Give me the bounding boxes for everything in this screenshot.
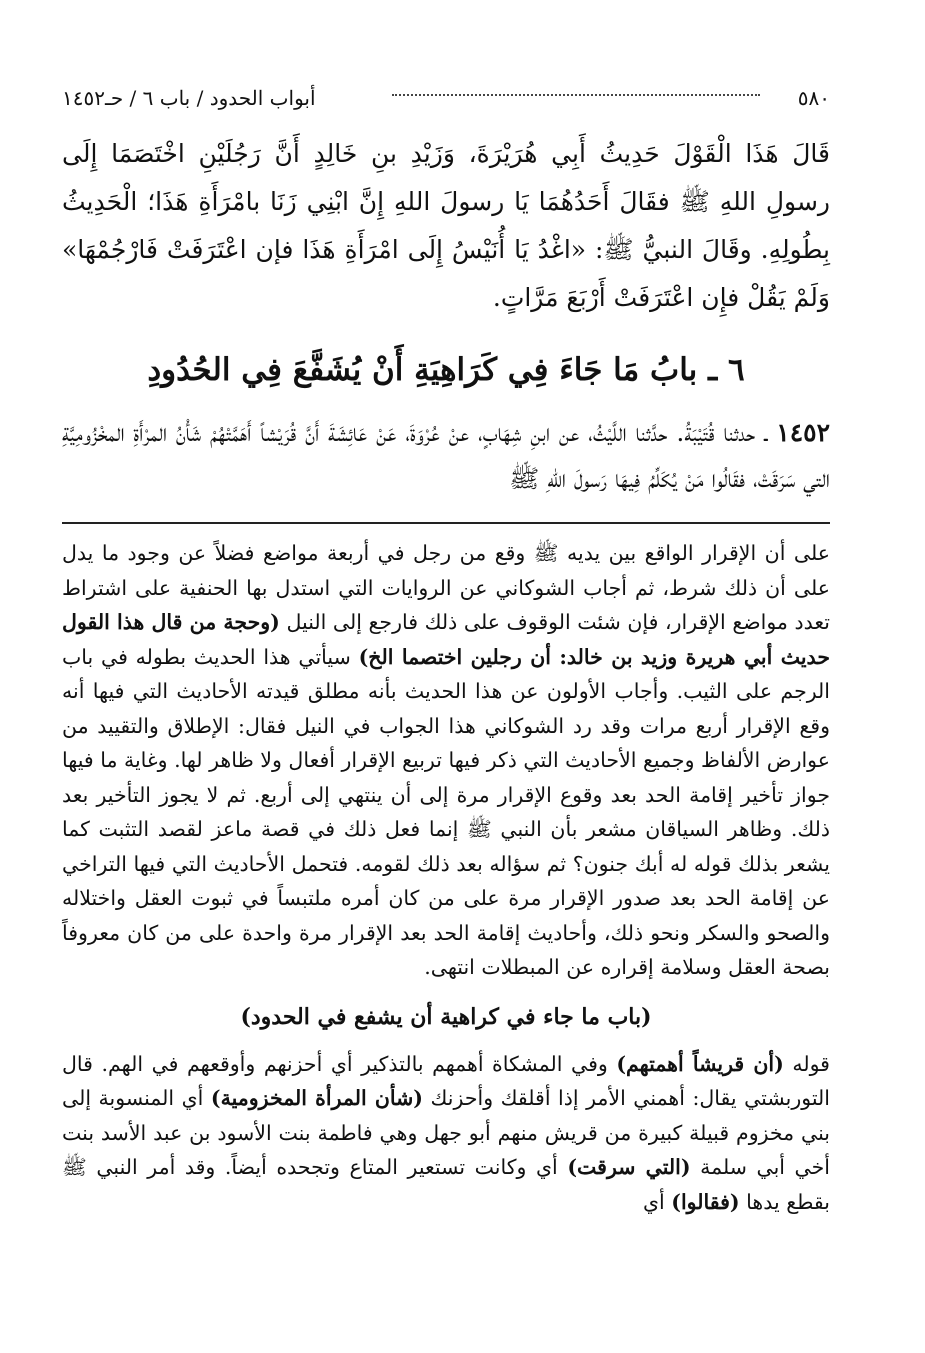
running-title: أبواب الحدود / باب ٦ / حـ١٤٥٢ (62, 86, 316, 110)
commentary-section-title: (باب ما جاء في كراهية أن يشفع في الحدود) (240, 1003, 652, 1030)
chapter-title: ٦ ـ بابُ مَا جَاءَ فِي كَرَاهِيَةِ أَنْ يُشَفَّعَ فِي الحُدُودِ (147, 352, 745, 388)
commentary-paragraph-2 (62, 1047, 830, 1220)
commentary-bold-quote: (فقالوا) (671, 1189, 740, 1214)
page-number: ٥٨٠ (797, 86, 830, 110)
matn-text: قَالَ هَذَا الْقَوْلَ حَدِيثُ أَبِي هُرَيْرَةَ، وَزَيْدِ بنِ خَالِدٍ أَنَّ رَجُلَيْنِ اخْتَصَمَا إِلَى رسولِ اللهِ ﷺ فقَالَ أَحَدُهُمَا يَا رسولَ اللهِ إِنَّ ابْنِي زَنَا بامْرَأَةِ هَذَا؛ الْحَدِيثُ بِطُولِهِ. وقَالَ النبيُّ ﷺ: «اغْدُ يَا أُنَيْسُ إِلَى امْرَأَةِ هَذَا فإن اعْتَرَفَتْ فَارْجُمْهَا» وَلَمْ يَقُلْ فإِن اعْتَرَفَتْ أَرْبَعَ مَرَّاتٍ. (62, 139, 830, 312)
hadith-text: ـ حدثنا قُتَيْبَةُ. حدَّثنا اللَّيْثُ، عن ابنِ شِهَابٍ، عنْ عُرْوَةَ، عَنْ عَائِشَةَ أَنَّ قُرَيْشاً أَهَمَّتْهُمْ شَأْنُ المرْأَةِ المخْزُومِيَّةِ التي سَرَقَتْ، فقَالُوا مَنْ يُكَلِّمُ فِيهَا رَسولَ اللهِ ﷺ (62, 418, 830, 493)
commentary-text: وفي المشكاة أهمهم بالتذكير أي أحزنهم وأوقعهم في الهم. قال التوربشتي يقال: أهمني الأمر إذا أقلقك وأحزنك (62, 1051, 830, 1110)
book-page (62, 80, 830, 1219)
hadith-number: ١٤٥٢ (776, 418, 830, 447)
commentary-bold-quote: (التي سرقت) (567, 1155, 691, 1179)
footnote-separator (62, 522, 830, 524)
commentary-text: أي وكانت تستعير المتاع وتجحده أيضاً. وقد أمر النبي ﷺ بقطع يدها (62, 1155, 830, 1214)
running-header (62, 80, 830, 120)
commentary-text: سيأتي هذا الحديث بطوله في باب الرجم على الثيب. وأجاب الأولون عن هذا الحديث بأنه مطلق قيدته الأحاديث التي فيها أنه وقع الإقرار أربع مرات وقد رد الشوكاني هذا الجواب في النيل فقال: الإطلاق والتقييد من عوارض الألفاظ وجميع الأحاديث التي ذكر فيها تربيع الإقرار أفعال ولا ظاهر لها. وغاية ما فيها جواز تأخير إقامة الحد بعد وقوع الإقرار مرة إلى أن ينتهي إلى أربع. ثم لا يجوز التأخير بعد ذلك. وظاهر السياقان مشعر بأن النبي ﷺ إنما فعل ذلك في قصة ماعز لقصد التثبت كما يشعر بذلك قوله له أبك جنون؟ ثم سؤاله بعد ذلك لقومه. فتحمل الأحاديث التي فيها التراخي عن إقامة الحد بعد صدور الإقرار مرة على من كان أمره ملتبساً في ثبوت العقل واختلاله والصحو والسكر ونحو ذلك، وأحاديث إقامة الحد بعد الإقرار مرة واحدة على من كان معروفاً بصحة العقل وسلامة إقراره عن المبطلات انتهى. (62, 644, 830, 979)
commentary-bold-quote: (شأن المرأة المخزومية) (210, 1086, 423, 1110)
commentary-text: قوله (792, 1051, 830, 1076)
commentary-bold-quote: (وحجة من قال هذا القول حديث أبي هريرة وزيد بن خالد: أن رجلين اختصما الخ) (62, 610, 830, 669)
commentary-bold-quote: (أن قريشاً أهمتهم) (616, 1051, 784, 1076)
hadith-1452 (62, 410, 830, 502)
commentary-text: أي المنسوبة إلى بني مخزوم قبيلة كبيرة من قريش منهم أبو جهل وهي فاطمة بنت الأسود بن عبد الأسد بنت أخي أبي سلمة (62, 1086, 830, 1179)
commentary-text: أي (642, 1189, 665, 1214)
commentary-text: على أن الإقرار الواقع بين يديه ﷺ وقع من رجل في أربعة مواضع فضلاً عن وجود ما يدل على أن ذلك شرط، ثم أجاب الشوكاني عن الروايات التي استدل بها الحنفية على اشتراط تعدد مواضع الإقرار، فإن شئت الوقوف على ذلك فارجع إلى النيل (62, 541, 830, 634)
header-dotted-leader (392, 94, 760, 96)
commentary-paragraph-1 (62, 536, 830, 985)
